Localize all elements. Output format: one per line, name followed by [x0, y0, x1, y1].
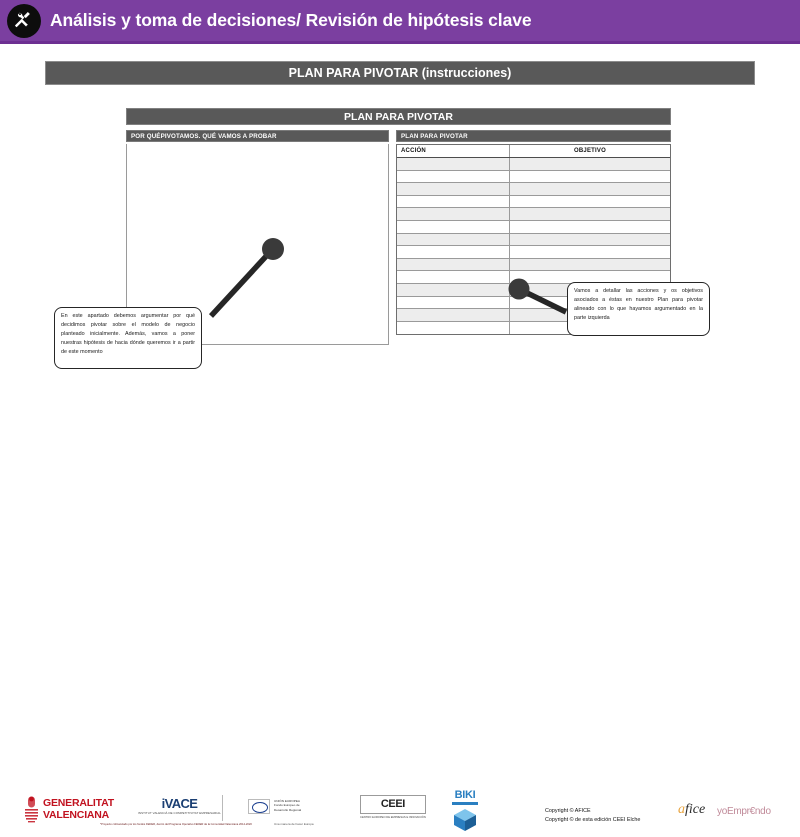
eu-line1: UNIÓN EUROPEA	[274, 799, 300, 803]
left-panel-header	[126, 130, 389, 142]
table-row[interactable]	[397, 246, 670, 259]
european-union-logo	[248, 799, 314, 826]
table-cell-accion[interactable]	[397, 208, 510, 220]
table-row[interactable]	[397, 196, 670, 209]
ceei-logo-sub: CENTRO EUROPEO DE EMPRESAS E INNOVACIÓN	[360, 816, 426, 819]
generalitat-line2: VALENCIANA	[43, 808, 110, 821]
table-row[interactable]	[397, 183, 670, 196]
worksheet-title-label: PLAN PARA PIVOTAR	[344, 110, 453, 123]
table-row[interactable]	[397, 221, 670, 234]
generalitat-valenciana-logo	[24, 796, 114, 823]
left-panel-header-label: POR QUÉPIVOTAMOS. QUÉ VAMOS A PROBAR	[131, 132, 277, 140]
table-row[interactable]	[397, 259, 670, 272]
table-cell-accion[interactable]	[397, 234, 510, 246]
footer-fineprint: *Proyecto cofinanciado por los fondos FEDER, dentro del Programa Operativo FEDER de la Comunidad Valenciana 2014-2020	[100, 823, 252, 826]
biki-cube-icon	[453, 808, 477, 832]
generalitat-logo-text	[43, 798, 114, 822]
table-cell-objetivo[interactable]	[510, 208, 670, 220]
table-header-objetivo-label: OBJETIVO	[574, 148, 606, 154]
table-header-accion-label: ACCIÓN	[401, 148, 426, 154]
table-header-accion	[397, 145, 510, 157]
table-cell-accion[interactable]	[397, 171, 510, 183]
ceei-logo-box	[360, 795, 426, 814]
table-cell-accion[interactable]	[397, 183, 510, 195]
table-cell-accion[interactable]	[397, 246, 510, 258]
table-row[interactable]	[397, 208, 670, 221]
table-header-objetivo	[510, 145, 670, 157]
callout-left	[54, 307, 202, 369]
table-cell-accion[interactable]	[397, 309, 510, 321]
table-cell-accion[interactable]	[397, 158, 510, 170]
biki-logo-name: BIKI	[454, 789, 476, 801]
table-cell-accion[interactable]	[397, 322, 510, 335]
table-cell-objetivo[interactable]	[510, 183, 670, 195]
page-title: Análisis y toma de decisiones/ Revisión de hipótesis clave	[50, 10, 532, 30]
table-cell-objetivo[interactable]	[510, 221, 670, 233]
afice-logo-initial: a	[678, 802, 685, 817]
table-cell-accion[interactable]	[397, 297, 510, 309]
footer-divider	[222, 795, 223, 821]
instructions-banner	[45, 61, 755, 85]
table-cell-objetivo[interactable]	[510, 246, 670, 258]
slide-header	[0, 0, 800, 41]
biki-logo-bar	[452, 802, 478, 805]
ivace-logo-sub: INSTITUT VALENCIÀ DE COMPETITIVITAT EMPRESARIAL	[138, 811, 221, 815]
header-underline	[0, 41, 800, 44]
eu-caption: Una manera de hacer Europa	[274, 821, 314, 826]
ivace-logo	[138, 797, 221, 816]
eu-stars-icon	[252, 802, 268, 813]
table-cell-accion[interactable]	[397, 196, 510, 208]
ceei-logo	[360, 795, 426, 820]
eu-logo-text	[274, 799, 314, 826]
callout-left-text: En este apartado debemos argumentar por qué decidimos pivotar sobre el modelo de negocio planteado inicialmente. Además, vamos a poner nuestras hipótesis de hacia dónde queremos ir a partir de este momento	[61, 313, 195, 355]
table-row[interactable]	[397, 158, 670, 171]
generalitat-line1: GENERALITAT	[43, 796, 114, 809]
ceei-logo-name: CEEI	[380, 798, 405, 810]
ivace-logo-name: iVACE	[161, 796, 198, 811]
right-panel-header	[396, 130, 671, 142]
copyright-block	[545, 807, 640, 825]
afice-logo-rest: fice	[685, 802, 706, 817]
callout-right	[567, 282, 710, 336]
eu-line3: Desarrollo Regional	[274, 807, 302, 812]
slide-footer	[0, 392, 800, 826]
tools-icon	[7, 4, 41, 38]
copyright-line-1: Copyright © AFICE	[545, 808, 591, 814]
table-cell-objetivo[interactable]	[510, 196, 670, 208]
right-panel-header-label: PLAN PARA PIVOTAR	[401, 132, 468, 140]
table-cell-accion[interactable]	[397, 284, 510, 296]
table-cell-objetivo[interactable]	[510, 259, 670, 271]
table-cell-objetivo[interactable]	[510, 158, 670, 170]
yoemprendo-logo: yoEmpr€ndo	[717, 806, 771, 817]
afice-logo	[678, 803, 705, 817]
biki-logo	[452, 790, 478, 837]
worksheet-title	[126, 108, 671, 125]
generalitat-shield-icon	[24, 796, 39, 823]
table-cell-accion[interactable]	[397, 259, 510, 271]
instructions-banner-label: PLAN PARA PIVOTAR (instrucciones)	[288, 66, 512, 80]
table-cell-objetivo[interactable]	[510, 234, 670, 246]
eu-flag-icon	[248, 799, 270, 814]
table-cell-accion[interactable]	[397, 271, 510, 283]
table-cell-accion[interactable]	[397, 221, 510, 233]
table-header-row	[397, 145, 670, 158]
callout-right-text: Vamos a detallar las acciones y os objetivos asociados a éstas en nuestro Plan para pivotar alineado con lo que hayamos argumentado en la parte izquierda	[574, 288, 703, 321]
eu-line2: Fondo Europeo de	[274, 803, 300, 808]
table-cell-objetivo[interactable]	[510, 171, 670, 183]
table-row[interactable]	[397, 171, 670, 184]
copyright-line-2: Copyright © de esta edición CEEI Elche	[545, 816, 641, 823]
table-row[interactable]	[397, 234, 670, 247]
